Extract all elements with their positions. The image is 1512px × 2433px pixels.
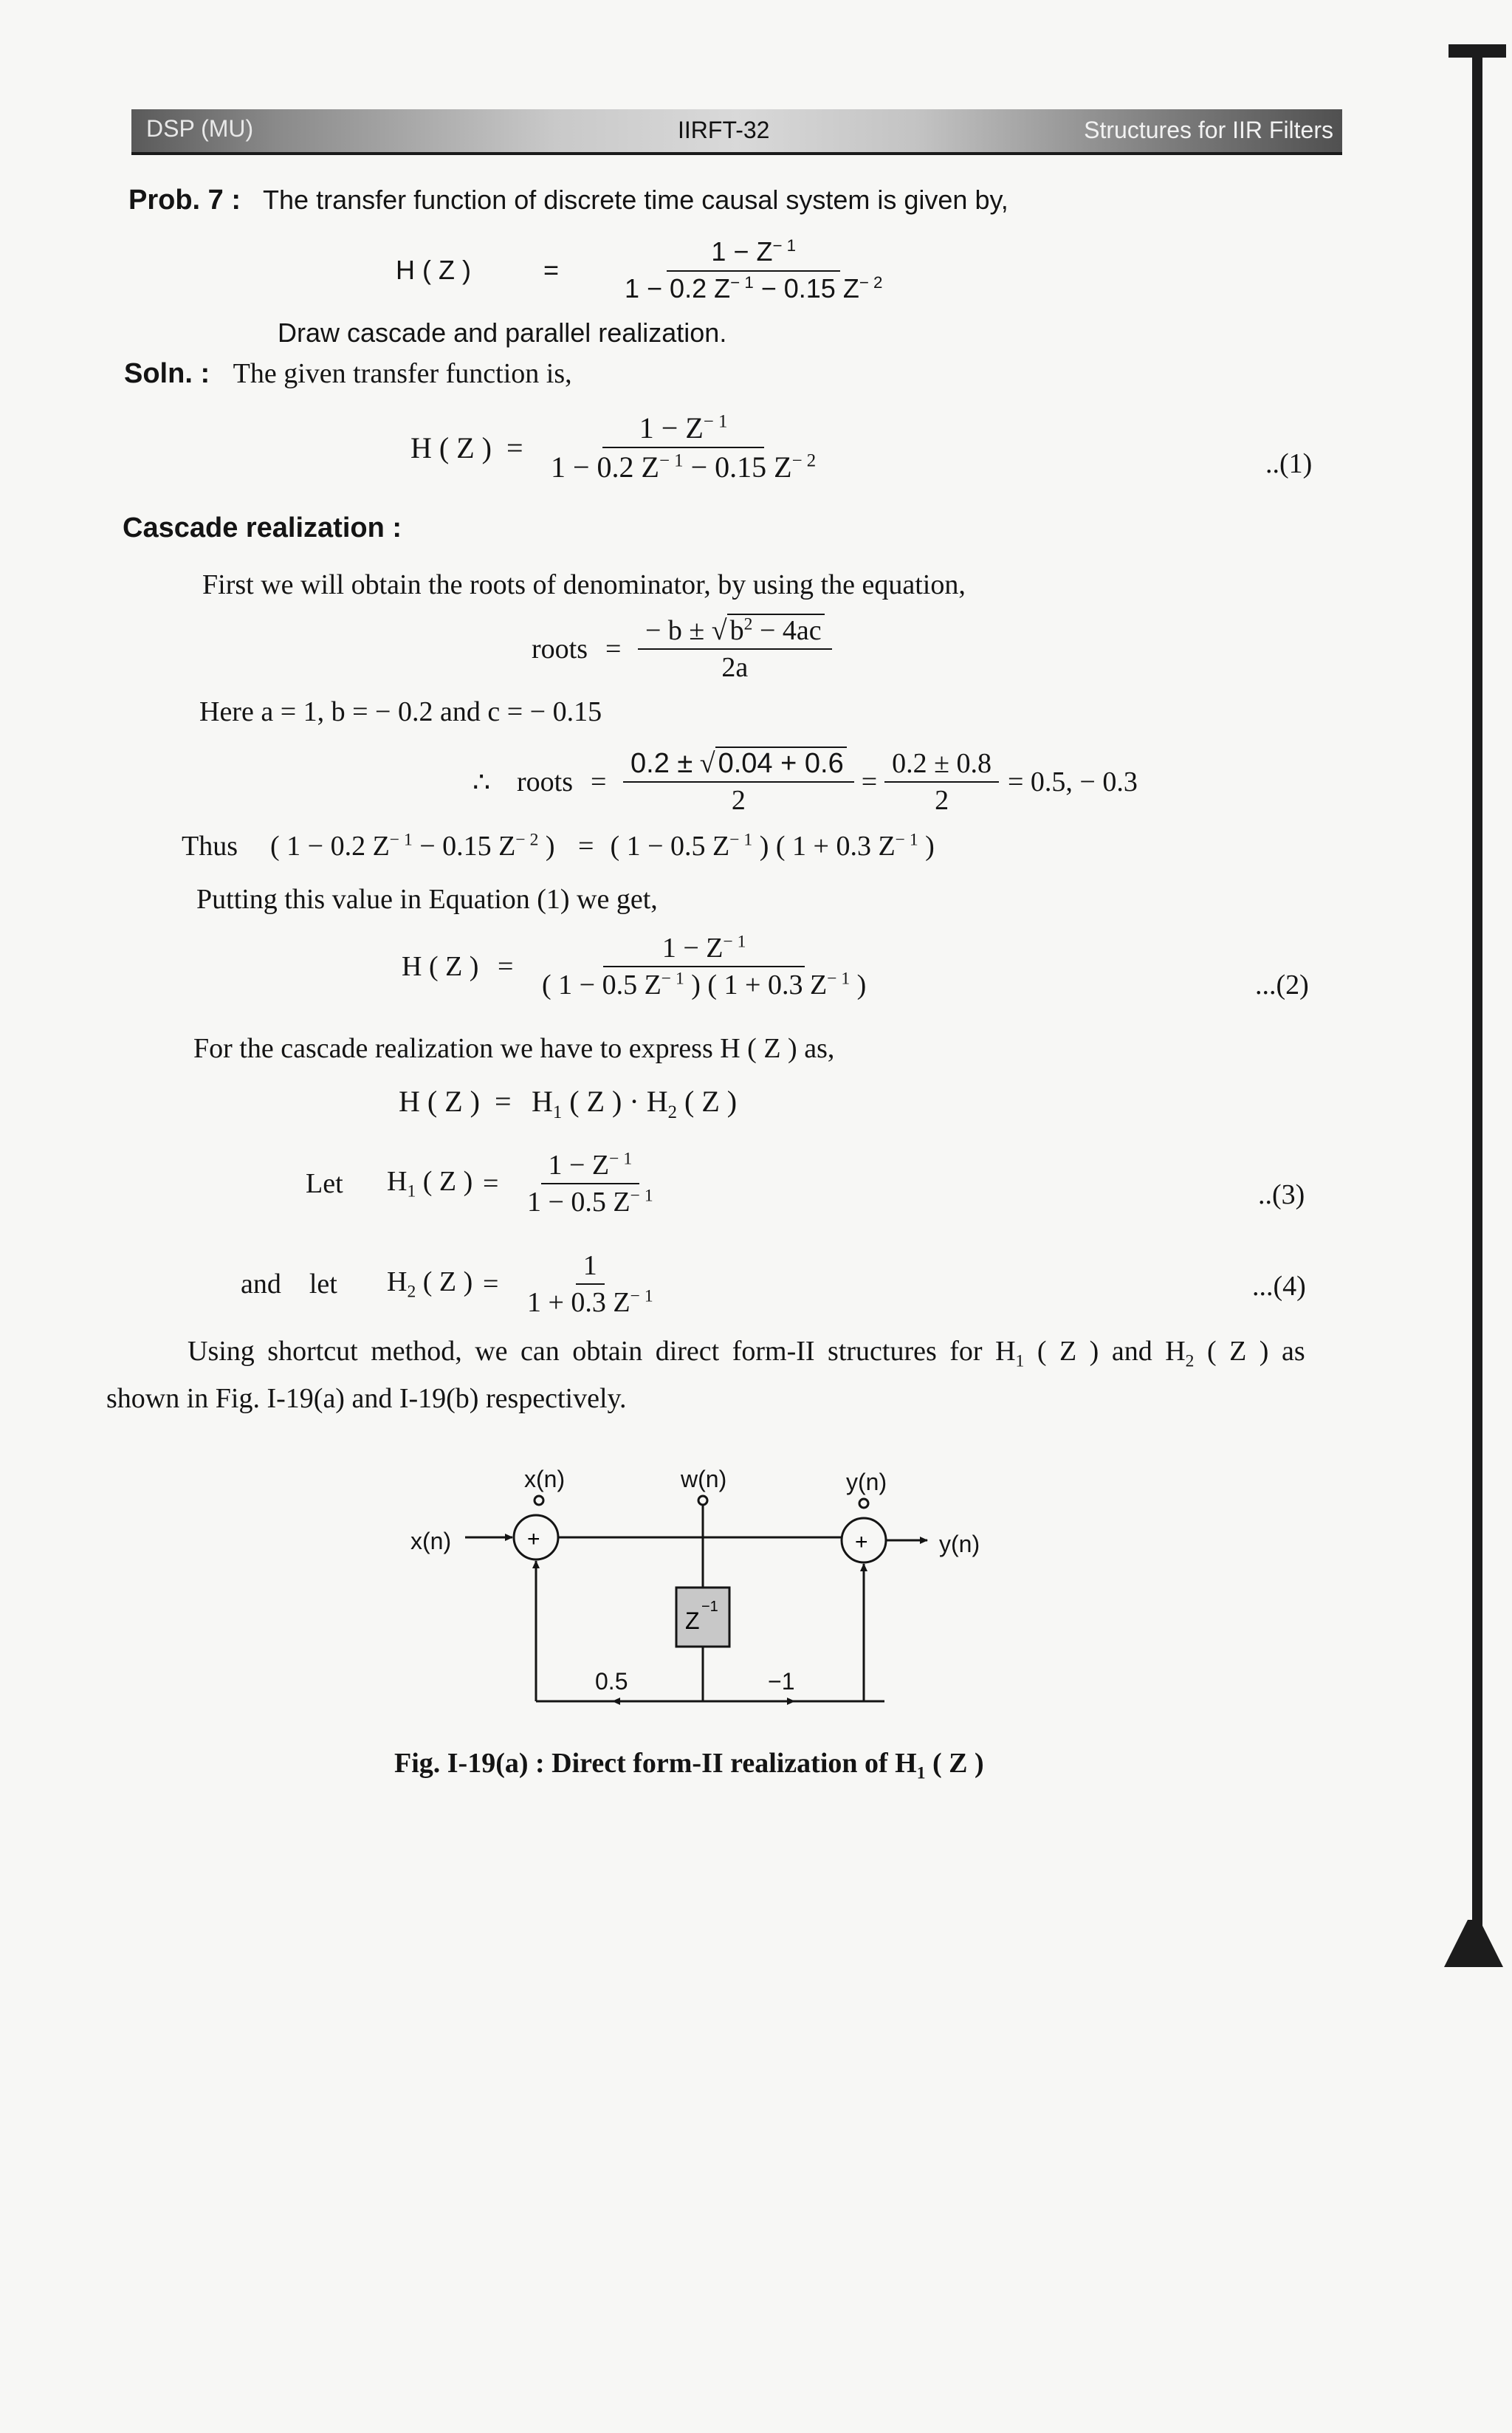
problem-den-b-exp: − 2 [859, 273, 883, 292]
eq4-lhs: H [387, 1266, 408, 1298]
eq4-sign: = [483, 1269, 499, 1300]
roots-fraction: $\frac{- b \pm √ b^2 - 4ac}{2a}$ [638, 614, 832, 684]
eq1-num: 1 − Z [639, 411, 704, 445]
roots2-sign2: = [861, 766, 878, 797]
roots2-lhs: roots [517, 766, 573, 797]
prod-h2-arg: ( Z ) [677, 1085, 738, 1118]
problem-equation [396, 236, 890, 304]
shortcut-c: ( Z ) as [1194, 1336, 1305, 1367]
header-left-title: DSP (MU) [146, 115, 254, 142]
andlet-label: and let [241, 1269, 337, 1300]
shortcut-a: Using shortcut method, we can obtain direct form-II structures for H [188, 1336, 1016, 1367]
shortcut-line-1 [188, 1335, 1305, 1372]
eq2-tag: ...(2) [1255, 970, 1309, 1001]
problem-eq-sign: = [543, 255, 560, 285]
eq1-num-exp: − 1 [703, 411, 728, 432]
eq1-den-b-exp: − 2 [791, 450, 817, 471]
delay-label: Z [685, 1607, 700, 1634]
eq2-sign: = [498, 951, 514, 982]
caption-sub: 1 [916, 1763, 926, 1783]
problem-label: Prob. 7 : [128, 185, 241, 216]
prod-sign: = [495, 1085, 512, 1118]
roots-num-sqrt: b [729, 615, 744, 646]
binding-rule-foot [1444, 1920, 1503, 1967]
eq2-den-a-exp: − 1 [661, 969, 684, 989]
thus-lhs-c: ) [538, 831, 555, 862]
shortcut-sub2: 2 [1185, 1351, 1195, 1371]
eq2-fraction [535, 932, 873, 1001]
prod-h1: H [532, 1085, 553, 1118]
eq3-num: 1 − Z [548, 1150, 610, 1181]
prod-lhs: H ( Z ) [399, 1085, 480, 1118]
roots-num-sqrt-exp: 2 [743, 614, 753, 634]
node-label-wn: w(n) [681, 1466, 727, 1492]
eq3-den-exp: − 1 [630, 1186, 653, 1206]
eq3-tag: ..(3) [1258, 1179, 1305, 1210]
caption-arg: ( Z ) [925, 1748, 984, 1779]
eq2-den-b-exp: − 1 [827, 969, 850, 989]
let-label: Let [306, 1168, 343, 1199]
left-adder-symbol: + [527, 1527, 540, 1551]
roots2-num-a: 0.2 ± [630, 748, 693, 779]
thus-rhs-c: ) [918, 831, 935, 862]
eq3-lhs-arg: ( Z ) [416, 1166, 473, 1198]
prod-h1-arg: ( Z ) · [562, 1085, 647, 1118]
problem-statement: The transfer function of discrete time causal system is given by, [263, 185, 1008, 215]
eq2-den-c: ) [850, 970, 867, 1001]
eq1-sign: = [506, 430, 523, 464]
eq1-den-a: 1 − 0.2 Z [551, 450, 659, 484]
roots-lhs: roots [532, 634, 588, 665]
prod-h2: H [646, 1085, 668, 1118]
express-line: For the cascade realization we have to express H ( Z ) as, [193, 1033, 835, 1064]
thus-sign: = [578, 831, 594, 862]
equation-3 [306, 1149, 661, 1218]
roots3-den: 2 [935, 785, 949, 816]
problem-fraction [617, 236, 890, 304]
solution-intro: The given transfer function is, [233, 358, 572, 389]
eq2-den-b: ) ( 1 + 0.3 Z [684, 970, 828, 1001]
thus-lhs-b-exp: − 2 [515, 830, 539, 850]
eq4-den: 1 + 0.3 Z [527, 1287, 630, 1318]
page-header [131, 109, 1342, 155]
header-right-title: Structures for IIR Filters [1084, 117, 1333, 143]
eq2-num-exp: − 1 [723, 932, 746, 952]
problem-instruction: Draw cascade and parallel realization. [278, 318, 727, 348]
equation-1 [410, 411, 823, 484]
eq1-den-b: − 0.15 Z [683, 450, 792, 484]
solution-block [124, 357, 572, 390]
factorization-line [182, 830, 935, 862]
roots-sign: = [605, 634, 622, 665]
right-adder-symbol: + [855, 1530, 868, 1554]
delay-block [676, 1588, 729, 1647]
problem-eq-lhs: H ( Z ) [396, 255, 471, 285]
input-label: x(n) [410, 1528, 452, 1554]
roots-evaluation [472, 747, 1138, 817]
problem-den-a-exp: − 1 [730, 273, 754, 292]
shortcut-line-2: shown in Fig. I-19(a) and I-19(b) respectively. [106, 1383, 627, 1414]
eq1-fraction [543, 411, 823, 484]
product-equation [399, 1084, 737, 1123]
eq2-lhs: H ( Z ) [402, 951, 479, 982]
coefficients-line: Here a = 1, b = − 0.2 and c = − 0.15 [199, 696, 602, 727]
prod-h2-sub: 2 [667, 1102, 677, 1122]
eq3-lhs-sub: 1 [407, 1181, 416, 1201]
direct-form-ii-diagram [391, 1455, 997, 1720]
binding-rule [1472, 44, 1482, 1964]
eq4-den-exp: − 1 [630, 1286, 653, 1306]
roots-result: = 0.5, − 0.3 [1008, 766, 1138, 797]
node-tap-xn [535, 1496, 543, 1505]
prod-h1-sub: 1 [552, 1102, 563, 1122]
problem-num-exp: − 1 [772, 236, 797, 255]
delay-exp: −1 [701, 1599, 718, 1615]
thus-rhs-a-exp: − 1 [729, 830, 753, 850]
eq4-lhs-sub: 2 [407, 1282, 416, 1302]
equation-4 [241, 1249, 661, 1319]
roots-den: 2a [721, 652, 749, 683]
output-label: y(n) [939, 1531, 980, 1557]
eq4-num: 1 [576, 1249, 605, 1285]
eq4-tag: ...(4) [1252, 1271, 1306, 1302]
eq2-num: 1 − Z [662, 933, 724, 964]
roots2-fraction: $\frac{0.2 \pm √ 0.04 + 0.6}{2}$ [623, 747, 854, 817]
roots-num-a: − b ± [645, 615, 705, 646]
eq3-lhs: H [387, 1166, 408, 1198]
thus-rhs-b-exp: − 1 [895, 830, 918, 850]
eq3-num-exp: − 1 [609, 1149, 633, 1169]
putting-line: Putting this value in Equation (1) we get, [196, 884, 658, 915]
caption-text: Fig. I-19(a) : Direct form-II realization of H [394, 1748, 917, 1779]
node-label-xn: x(n) [524, 1466, 566, 1492]
eq3-sign: = [483, 1168, 499, 1199]
roots2-num-sqrt: 0.04 + 0.6 [715, 747, 847, 779]
thus-lhs-b: − 0.15 Z [412, 831, 516, 862]
thus-lhs-a-exp: − 1 [389, 830, 413, 850]
roots2-sign: = [591, 766, 607, 797]
node-tap-wn [698, 1496, 707, 1505]
roots-formula [532, 614, 832, 684]
equation-2 [402, 932, 873, 1001]
eq3-fraction [520, 1149, 661, 1218]
header-page-number: IIRFT-32 [678, 117, 770, 143]
solution-label: Soln. : [124, 358, 210, 389]
node-tap-yn [859, 1499, 868, 1508]
binding-rule-cap [1449, 44, 1506, 58]
problem-block [128, 185, 1008, 216]
eq1-lhs: H ( Z ) [410, 430, 492, 464]
eq3-den: 1 − 0.5 Z [527, 1187, 630, 1218]
eq1-tag: ..(1) [1265, 448, 1313, 479]
roots-num-sqrt-b: − 4ac [752, 615, 822, 646]
cascade-heading: Cascade realization : [123, 512, 402, 543]
roots3-num: 0.2 ± 0.8 [884, 747, 999, 783]
therefore-symbol: ∴ [472, 766, 491, 798]
problem-den-b: − 0.15 Z [753, 273, 859, 303]
node-label-yn: y(n) [846, 1469, 887, 1495]
coef-right: −1 [768, 1668, 795, 1695]
problem-den-a: 1 − 0.2 Z [625, 273, 731, 303]
thus-label: Thus [182, 831, 238, 862]
problem-num: 1 − Z [711, 236, 773, 267]
roots3-fraction [884, 747, 999, 817]
thus-rhs-a: ( 1 − 0.5 Z [610, 831, 730, 862]
eq4-fraction [520, 1249, 661, 1319]
roots-intro: First we will obtain the roots of denominator, by using the equation, [202, 569, 966, 600]
coef-left: 0.5 [595, 1668, 628, 1695]
roots2-den: 2 [731, 785, 746, 816]
thus-rhs-b: ) ( 1 + 0.3 Z [752, 831, 896, 862]
eq1-den-a-exp: − 1 [659, 450, 684, 471]
thus-lhs-a: ( 1 − 0.2 Z [270, 831, 390, 862]
eq2-den-a: ( 1 − 0.5 Z [542, 970, 662, 1001]
shortcut-b: ( Z ) and H [1024, 1336, 1186, 1367]
shortcut-sub1: 1 [1015, 1351, 1025, 1371]
figure-caption [394, 1747, 984, 1784]
eq4-lhs-arg: ( Z ) [416, 1266, 473, 1298]
